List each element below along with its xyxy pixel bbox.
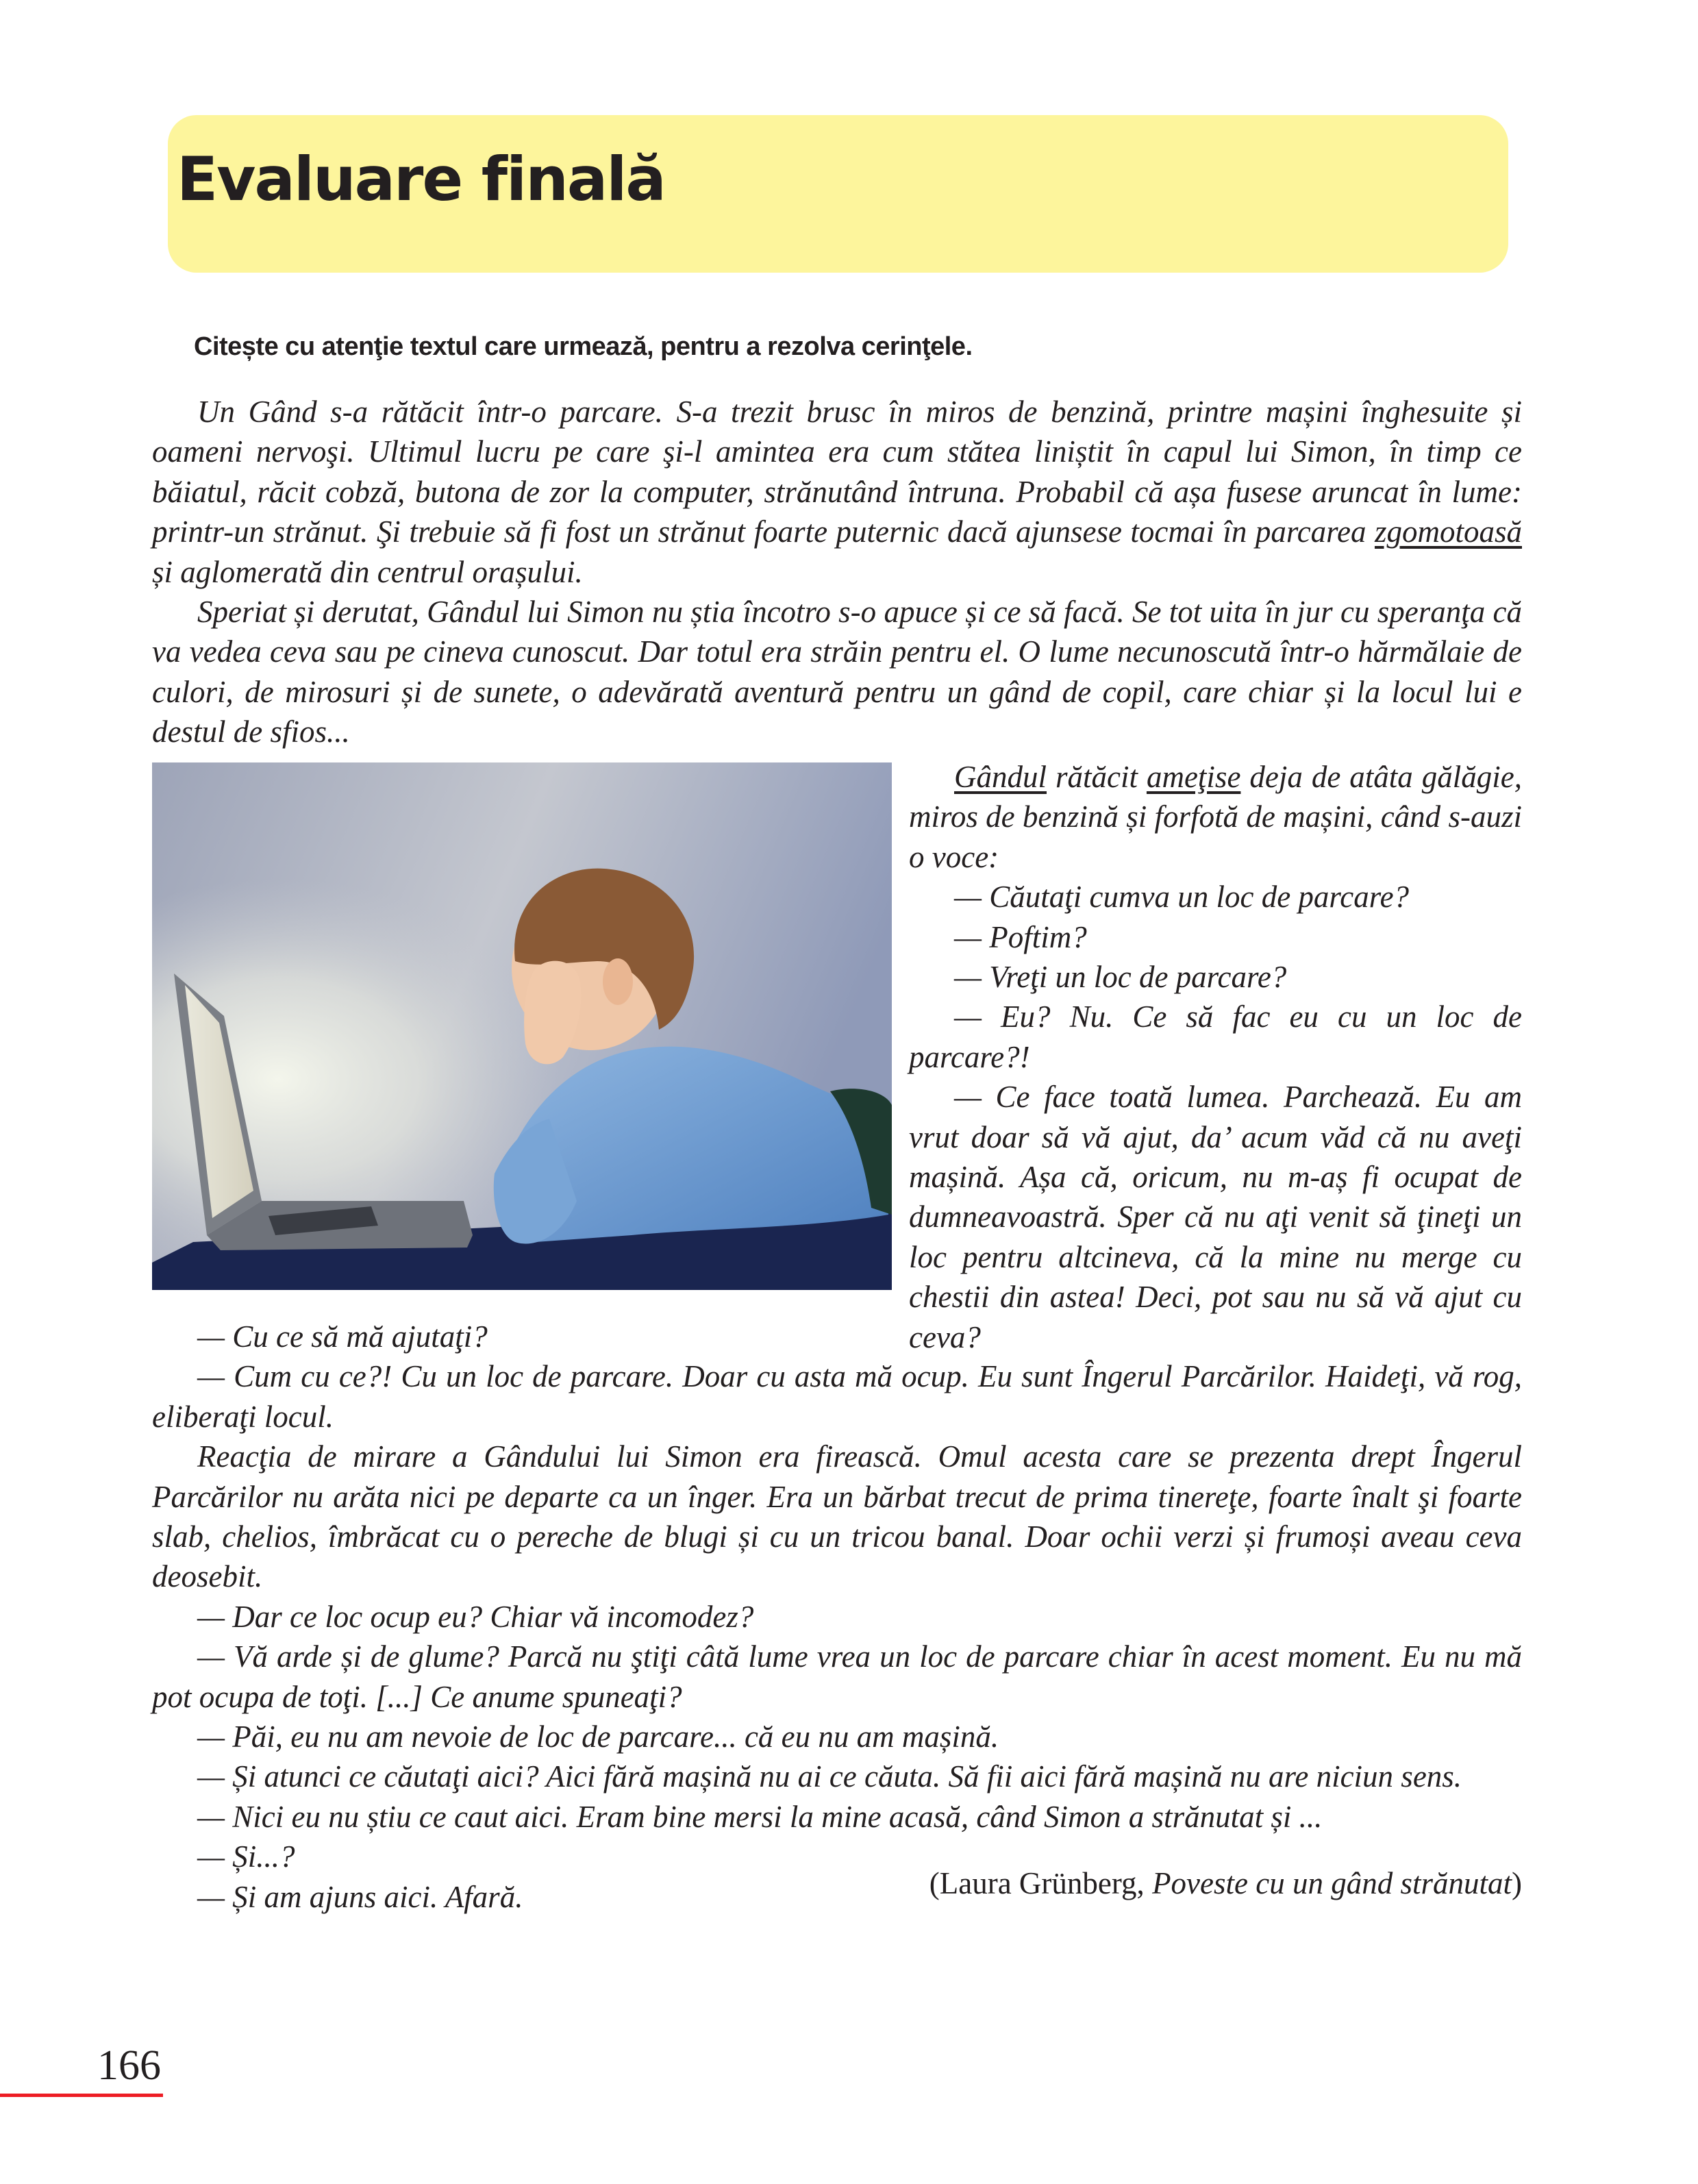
citation-author: (Laura Grünberg, [929,1866,1153,1900]
dialogue-line: — Căutaţi cumva un loc de parcare? [954,880,1410,915]
underlined-word-gandul: Gândul [954,760,1047,794]
page-title: Evaluare finală [177,144,665,214]
page-number: 166 [97,2042,161,2089]
story-continuation [152,1317,1522,1917]
dialogue-line: — Și...? [197,1839,295,1874]
paragraph-1-end: și aglomerată din centrul orașului. [152,554,583,589]
dialogue-line: — Vreţi un loc de parcare? [954,960,1287,995]
dialogue-line: — Dar ce loc ocup eu? Chiar vă incomodez? [197,1599,754,1634]
dialogue-line: — Poftim? [954,919,1087,954]
citation-title: Poveste cu un gând strănutat [1152,1866,1512,1900]
underlined-word-zgomotoasa: zgomotoasă [1374,514,1522,549]
illustration-boy-at-laptop [152,762,892,1290]
dialogue-line: — Și atunci ce căutaţi aici? Aici fără mașină nu ai ce căuta. Să fii aici fără mașină nu are niciun sens. [197,1759,1462,1794]
side-text-1: rătăcit [1047,760,1147,794]
side-text-2: deja de atâta gălăgie, miros de benzină și forfotă de mașini, când s-auzi o voce: [909,760,1522,874]
dialogue-line: — Cu ce să mă ajutaţi? [197,1319,488,1354]
page-number-rule [0,2094,163,2097]
citation-close: ) [1512,1866,1522,1900]
side-paragraph-intro [909,757,1522,877]
paragraph-1 [152,392,1522,592]
source-citation [929,1865,1522,1901]
side-column-dialogue [909,757,1522,1357]
paragraph-2: Speriat și derutat, Gândul lui Simon nu știa încotro s-o apuce și ce să facă. Se tot uita în jur cu speranţa că va vedea ceva sau pe cineva cunoscut. Dar totul era străin pentru el. O lume necunoscută într-o hărmălaie de culori, de mirosuri și de sunete, o adevărată aventură pentru un gând de copil, care chiar și la locul lui e destul de sfios... [152,595,1522,749]
instruction-text: Citește cu atenţie textul care urmează, pentru a rezolva cerinţele. [194,332,973,361]
narrative-paragraph: Reacţia de mirare a Gândului lui Simon era firească. Omul acesta care se prezenta drept Îngerul Parcărilor nu arăta nici pe departe ca un înger. Era un bărbat trecut de prima tinereţe, foarte înalt şi foarte slab, chelios, îmbrăcat cu o pereche de blugi și cu un tricou banal. Doar ochii verzi și frumoși aveau ceva deosebit. [152,1439,1522,1594]
dialogue-line: — Ce face toată lumea. Parchează. Eu am vrut doar să vă ajut, da’ acum văd că nu aveţi mașină. Așa că, oricum, nu m-aș fi ocupat de dumneavoastră. Sper că nu aţi venit să ţineţi un loc pentru altcineva, că la mine nu merge cu chestii din astea! Deci, pot sau nu să vă ajut cu ceva? [909,1080,1522,1354]
story-opening [152,392,1522,752]
dialogue-line: — Nici eu nu știu ce caut aici. Eram bine mersi la mine acasă, când Simon a strănutat și ... [197,1799,1323,1834]
underlined-word-ametise: ameţise [1146,760,1241,794]
dialogue-line: — Eu? Nu. Ce să fac eu cu un loc de parcare?! [909,1000,1522,1074]
dialogue-line: — Și am ajuns aici. Afară. [197,1879,523,1914]
dialogue-line: — Vă arde și de glume? Parcă nu ştiţi câtă lume vrea un loc de parcare chiar în acest moment. Eu nu mă pot ocupa de toţi. [...] Ce anume spuneaţi? [152,1639,1522,1714]
dialogue-line: — Păi, eu nu am nevoie de loc de parcare... că eu nu am mașină. [197,1720,999,1754]
paragraph-1-text: Un Gând s-a rătăcit într-o parcare. S-a trezit brusc în miros de benzină, printre mașini înghesuite și oameni nervoşi. Ultimul lucru pe care şi-l amintea era cum stătea liniștit în capul lui Simon, în timp ce băiatul, răcit cobză, butona de zor la computer, strănutând întruna. Probabil că așa fusese aruncat în lume: printr-un strănut. Şi trebuie să fi fost un strănut foarte puternic dacă ajunsese tocmai în parcarea [152,395,1522,549]
dialogue-line: — Cum cu ce?! Cu un loc de parcare. Doar cu asta mă ocup. Eu sunt Îngerul Parcărilor. Haideţi, vă rog, eliberaţi locul. [152,1359,1522,1434]
